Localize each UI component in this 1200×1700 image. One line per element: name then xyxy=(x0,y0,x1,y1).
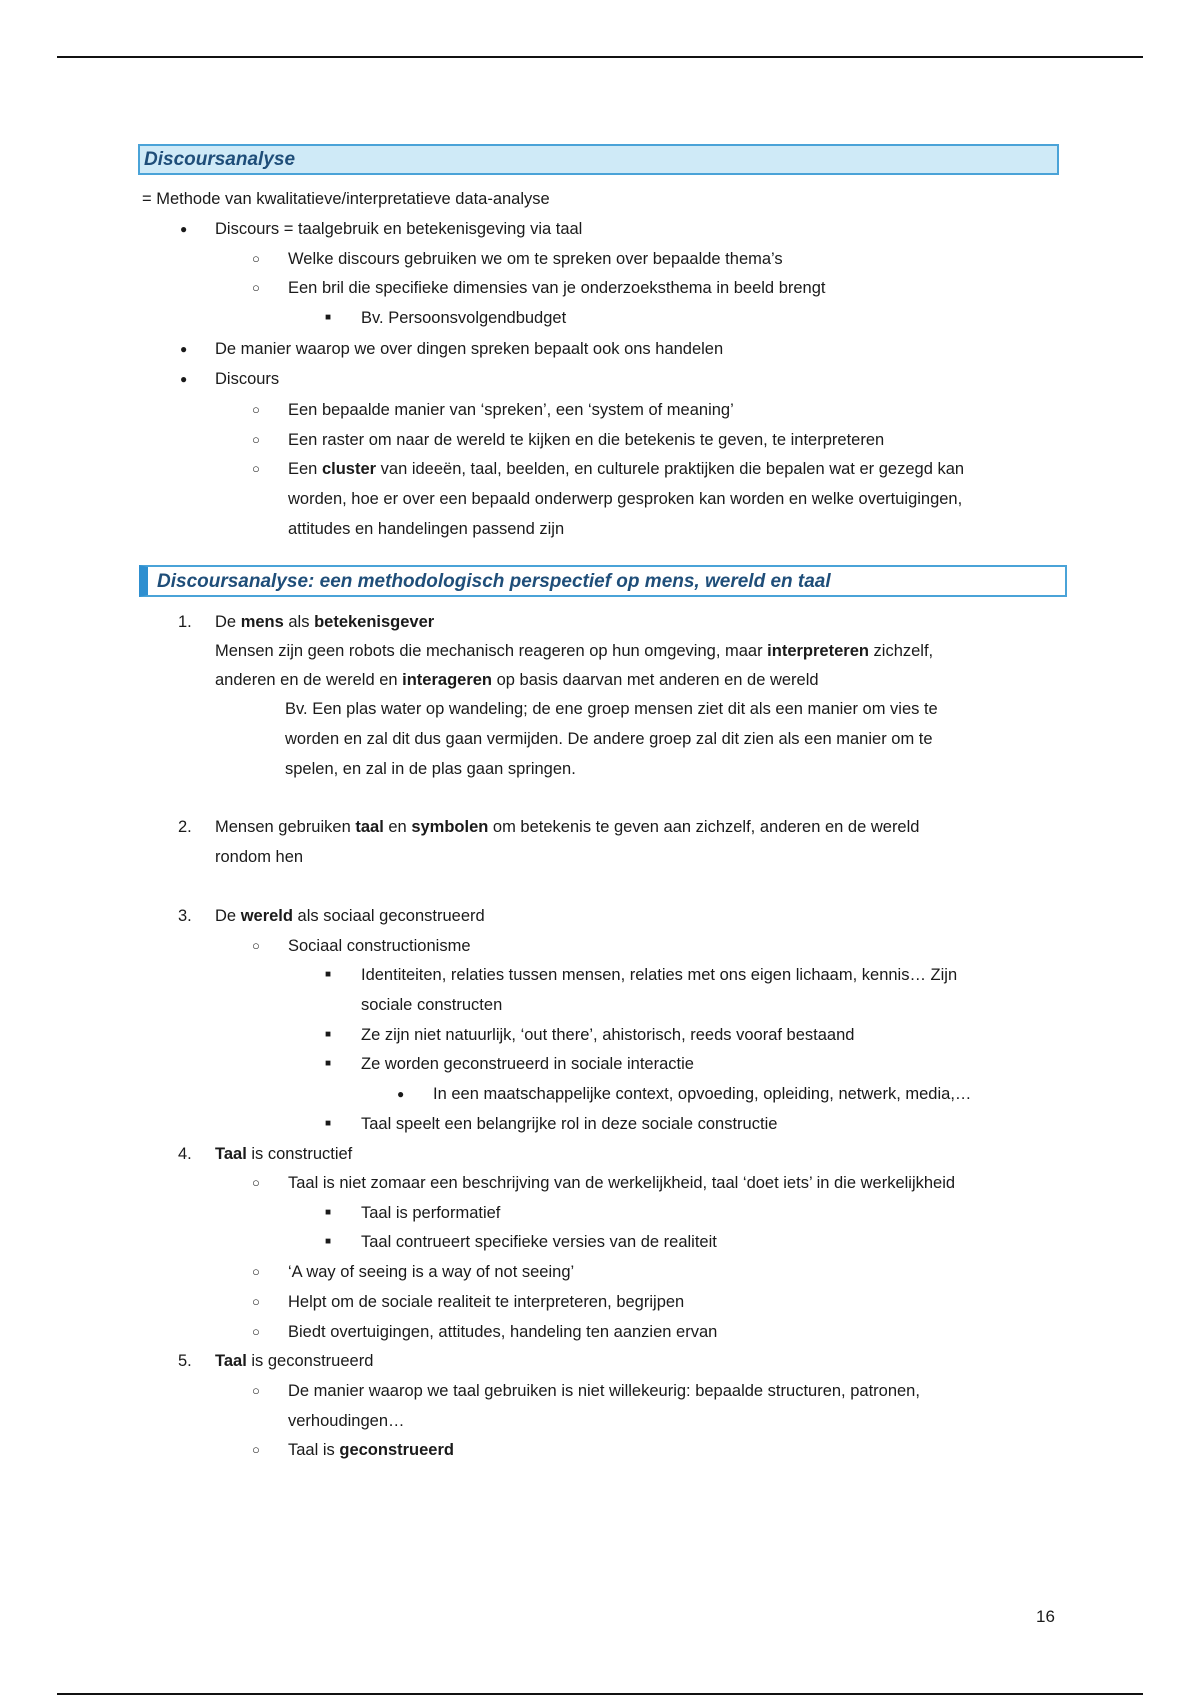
bullet-square-icon: ■ xyxy=(325,1207,332,1218)
definition-line: = Methode van kwalitatieve/interpretatieve data-analyse xyxy=(142,190,550,208)
bullet-square-icon: ■ xyxy=(325,1029,332,1040)
bullet-circle-icon: ○ xyxy=(252,1324,260,1339)
list-item: Welke discours gebruiken we om te spreken over bepaalde thema’s xyxy=(288,250,783,268)
bullet-square-icon: ■ xyxy=(325,312,332,323)
list-item: Helpt om de sociale realiteit te interpreteren, begrijpen xyxy=(288,1293,685,1311)
list-item: Taal is geconstrueerd xyxy=(288,1441,454,1459)
bullet-circle-icon: ○ xyxy=(252,402,260,417)
list-number: 5. xyxy=(178,1352,192,1370)
bullet-square-icon: ■ xyxy=(325,1058,332,1069)
list-item: Biedt overtuigingen, attitudes, handeling ten aanzien ervan xyxy=(288,1323,718,1341)
bullet-circle-icon: ○ xyxy=(252,1175,260,1190)
list-item: De manier waarop we over dingen spreken bepaalt ook ons handelen xyxy=(215,340,724,358)
bullet-disc-icon: ● xyxy=(180,222,188,236)
list-number: 3. xyxy=(178,907,192,925)
bullet-circle-icon: ○ xyxy=(252,461,260,476)
bullet-circle-icon: ○ xyxy=(252,1294,260,1309)
bullet-circle-icon: ○ xyxy=(252,280,260,295)
list-item: Een bril die specifieke dimensies van je onderzoeksthema in beeld brengt xyxy=(288,279,826,297)
paragraph-line: Mensen zijn geen robots die mechanisch reageren op hun omgeving, maar interpreteren zichzelf, xyxy=(215,642,934,660)
paragraph-line: rondom hen xyxy=(215,848,304,866)
bullet-square-icon: ■ xyxy=(325,1236,332,1247)
bullet-circle-icon: ○ xyxy=(252,251,260,266)
header-rule xyxy=(57,56,1143,58)
bullet-circle-icon: ○ xyxy=(252,1442,260,1457)
list-item: ‘A way of seeing is a way of not seeing’ xyxy=(288,1263,575,1281)
bullet-square-icon: ■ xyxy=(325,1118,332,1129)
list-number: 4. xyxy=(178,1145,192,1163)
list-item: Bv. Persoonsvolgendbudget xyxy=(361,309,567,327)
list-item: De mens als betekenisgever xyxy=(215,613,435,631)
heading-text: Discoursanalyse xyxy=(144,149,296,170)
list-item: Een bepaalde manier van ‘spreken’, een ‘system of meaning’ xyxy=(288,401,734,419)
list-item: Taal is performatief xyxy=(361,1204,501,1222)
list-number: 1. xyxy=(178,613,192,631)
list-item: Taal is geconstrueerd xyxy=(215,1352,374,1370)
list-item: Taal speelt een belangrijke rol in deze sociale constructie xyxy=(361,1115,778,1133)
list-item: De wereld als sociaal geconstrueerd xyxy=(215,907,485,925)
list-item: Taal is niet zomaar een beschrijving van de werkelijkheid, taal ‘doet iets’ in die werkelijkheid xyxy=(288,1174,956,1192)
list-item: Een raster om naar de wereld te kijken en die betekenis te geven, te interpreteren xyxy=(288,431,885,449)
example-line: spelen, en zal in de plas gaan springen. xyxy=(285,760,576,778)
example-line: Bv. Een plas water op wandeling; de ene groep mensen ziet dit als een manier om vies te xyxy=(285,700,938,718)
bullet-circle-icon: ○ xyxy=(252,938,260,953)
list-item: Ze worden geconstrueerd in sociale interactie xyxy=(361,1055,694,1073)
list-item: Taal is constructief xyxy=(215,1145,353,1163)
bullet-disc-icon: ● xyxy=(397,1087,405,1101)
page-number: 16 xyxy=(1036,1607,1055,1626)
list-item-continuation: sociale constructen xyxy=(361,996,503,1014)
list-item: Discours = taalgebruik en betekenisgeving via taal xyxy=(215,220,583,238)
paragraph-line: anderen en de wereld en interageren op basis daarvan met anderen en de wereld xyxy=(215,671,819,689)
list-item: De manier waarop we taal gebruiken is niet willekeurig: bepaalde structuren, patronen, xyxy=(288,1382,920,1400)
heading-text: Discoursanalyse: een methodologisch perspectief op mens, wereld en taal xyxy=(157,571,831,592)
section-heading-methodologisch xyxy=(139,565,1067,597)
list-item: Identiteiten, relaties tussen mensen, relaties met ons eigen lichaam, kennis… Zijn xyxy=(361,966,958,984)
list-item: Discours xyxy=(215,370,280,388)
bullet-disc-icon: ● xyxy=(180,342,188,356)
section-heading-discoursanalyse xyxy=(138,144,1059,175)
bullet-square-icon: ■ xyxy=(325,969,332,980)
list-item: Een cluster van ideeën, taal, beelden, en culturele praktijken die bepalen wat er gezegd kan xyxy=(288,460,965,478)
list-item: Ze zijn niet natuurlijk, ‘out there’, ahistorisch, reeds vooraf bestaand xyxy=(361,1026,855,1044)
list-item-continuation: worden, hoe er over een bepaald onderwerp gesproken kan worden en welke overtuigingen, xyxy=(288,490,963,508)
bullet-circle-icon: ○ xyxy=(252,1264,260,1279)
bullet-circle-icon: ○ xyxy=(252,432,260,447)
list-item: Mensen gebruiken taal en symbolen om betekenis te geven aan zichzelf, anderen en de wereld xyxy=(215,818,920,836)
example-line: worden en zal dit dus gaan vermijden. De andere groep zal dit zien als een manier om te xyxy=(285,730,933,748)
bullet-circle-icon: ○ xyxy=(252,1383,260,1398)
list-item: Sociaal constructionisme xyxy=(288,937,471,955)
list-number: 2. xyxy=(178,818,192,836)
list-item-continuation: attitudes en handelingen passend zijn xyxy=(288,520,565,538)
list-item: In een maatschappelijke context, opvoeding, opleiding, netwerk, media,… xyxy=(433,1085,972,1103)
list-item: Taal contrueert specifieke versies van de realiteit xyxy=(361,1233,717,1251)
list-item-continuation: verhoudingen… xyxy=(288,1412,405,1430)
footer-rule xyxy=(57,1693,1143,1695)
bullet-disc-icon: ● xyxy=(180,372,188,386)
